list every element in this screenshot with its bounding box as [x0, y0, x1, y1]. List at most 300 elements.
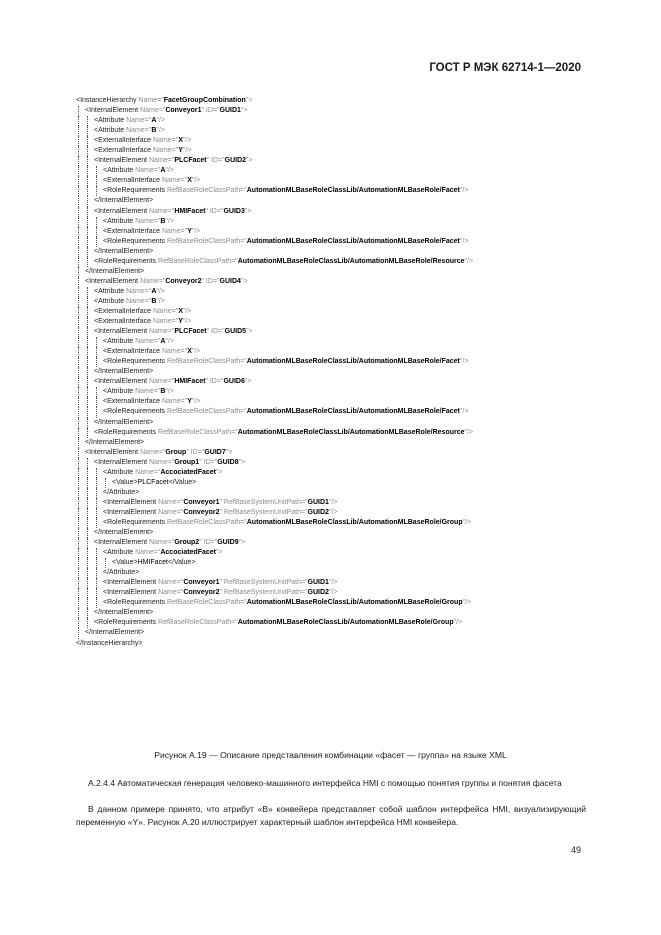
xml-token: <ExternalInterface	[103, 227, 162, 235]
indent-guide	[78, 588, 79, 598]
xml-token: <InternalElement	[85, 448, 141, 456]
xml-token: B	[160, 217, 166, 225]
figure-caption: Рисунок А.19 — Описание представления комбинации «фасет — группа» на языке XML	[154, 750, 507, 760]
xml-token: "/>	[453, 619, 463, 627]
xml-token: GUID2	[224, 157, 247, 165]
xml-token: ">	[225, 448, 233, 456]
xml-token: AutomationMLBaseRoleClassLib/AutomationMLBaseRole/Facet	[246, 408, 460, 416]
xml-token: ">	[238, 539, 246, 547]
xml-token: Name="	[126, 127, 152, 135]
xml-token: GUID1	[307, 579, 329, 587]
xml-token: "/>	[459, 408, 469, 416]
xml-line	[76, 618, 596, 628]
indent-guide	[87, 357, 88, 367]
indent-guide	[87, 608, 88, 618]
indent-guide	[96, 227, 97, 237]
xml-token: </InternalElement>	[85, 438, 145, 446]
indent-guide	[78, 217, 79, 227]
xml-token: RefBaseRoleClassPath="	[167, 518, 247, 526]
xml-token: <ExternalInterface	[94, 147, 153, 155]
indent-guide	[87, 598, 88, 608]
xml-token: " ID="	[201, 277, 220, 285]
xml-token: Group2	[174, 539, 200, 547]
xml-token: GUID4	[219, 277, 241, 285]
xml-token: FacetGroupCombination	[163, 97, 246, 104]
xml-token: AutomationMLBaseRoleClassLib/AutomationMLBaseRole/Group	[246, 518, 463, 526]
indent-guide	[78, 307, 79, 317]
xml-token: Name="	[126, 297, 152, 305]
xml-token: <InternalElement	[103, 579, 159, 587]
xml-token: <InstanceHierarchy	[76, 97, 139, 104]
indent-guide	[87, 247, 88, 257]
xml-token: AutomationMLBaseRoleClassLib/AutomationMLBaseRole/Resource	[237, 428, 465, 436]
xml-token: PLCFacet	[137, 478, 169, 486]
indent-guide	[96, 397, 97, 407]
indent-guide	[78, 257, 79, 267]
xml-token: A	[151, 117, 157, 125]
indent-guide	[78, 287, 79, 297]
indent-guide	[96, 186, 97, 196]
xml-line	[76, 528, 596, 538]
xml-line	[76, 397, 596, 407]
xml-token: A	[160, 167, 166, 175]
xml-token: "/>	[182, 318, 192, 326]
xml-token: </Value>	[168, 478, 197, 486]
indent-guide	[87, 227, 88, 237]
xml-token: </InternalElement>	[94, 529, 154, 537]
xml-token: HMIFacet	[174, 207, 206, 215]
xml-line	[76, 96, 596, 106]
xml-token: AutomationMLBaseRoleClassLib/AutomationMLBaseRole/Facet	[246, 358, 460, 366]
xml-token: "/>	[165, 338, 174, 346]
xml-token: <InternalElement	[103, 589, 159, 597]
xml-token: </InternalElement>	[94, 418, 154, 426]
xml-token: <Attribute	[103, 468, 136, 476]
indent-guide	[87, 146, 88, 156]
xml-token: </Value>	[167, 559, 196, 567]
xml-token: Name="	[149, 539, 175, 547]
xml-token: "/>	[156, 127, 165, 135]
xml-token: AutomationMLBaseRoleClassLib/AutomationMLBaseRole/Facet	[246, 187, 460, 195]
indent-guide	[78, 156, 79, 166]
xml-token: Name="	[135, 338, 161, 346]
xml-token: Y	[187, 398, 192, 406]
xml-token: "/>	[182, 147, 192, 155]
xml-token: <RoleRequirements	[103, 187, 168, 195]
xml-token: <RoleRequirements	[94, 257, 159, 265]
xml-token: " RefBaseSystemUnitPath="	[219, 589, 308, 597]
xml-token: </Attribute>	[103, 488, 140, 496]
xml-token: PLCFacet	[174, 157, 207, 165]
indent-guide	[78, 508, 79, 518]
xml-token: "/>	[191, 177, 201, 185]
xml-token: " ID="	[199, 539, 218, 547]
xml-token: Group1	[174, 458, 200, 466]
xml-line	[76, 588, 596, 598]
xml-token: Name="	[152, 147, 179, 155]
section-heading-paragraph: А.2.4.4 Автоматическая генерация человеко-машинного интерфейса HMI с помощью понятия группы и понятия фасета	[88, 778, 562, 788]
indent-guide	[78, 186, 79, 196]
xml-token: RefBaseRoleClassPath="	[167, 237, 247, 245]
indent-guide	[78, 146, 79, 156]
xml-line	[76, 277, 596, 287]
xml-token: Name="	[161, 227, 188, 235]
xml-line	[76, 558, 596, 568]
xml-line	[76, 538, 596, 548]
xml-token: " ID="	[186, 448, 205, 456]
xml-line	[76, 116, 596, 126]
xml-token: A	[160, 338, 166, 346]
xml-token: ">	[240, 107, 248, 115]
xml-token: X	[178, 137, 183, 145]
xml-token: <Attribute	[103, 549, 136, 557]
xml-line	[76, 438, 596, 448]
indent-guide	[87, 407, 88, 417]
indent-guide	[78, 498, 79, 508]
xml-token: "/>	[191, 227, 201, 235]
indent-guide	[87, 317, 88, 327]
indent-guide	[78, 407, 79, 417]
xml-line	[76, 387, 596, 397]
xml-line	[76, 628, 596, 638]
indent-guide	[78, 367, 79, 377]
indent-guide	[96, 217, 97, 227]
xml-line	[76, 327, 596, 337]
indent-guide	[87, 176, 88, 186]
indent-guide	[78, 397, 79, 407]
xml-token: Name="	[158, 589, 184, 597]
document-header: ГОСТ Р МЭК 62714-1—2020	[429, 62, 581, 74]
indent-guide	[87, 568, 88, 578]
xml-line	[76, 458, 596, 468]
indent-guide	[78, 327, 79, 337]
xml-token: GUID1	[307, 498, 329, 506]
xml-token: "/>	[328, 498, 338, 506]
xml-token: ">	[246, 157, 253, 165]
indent-guide	[96, 568, 97, 578]
indent-guide	[78, 247, 79, 257]
indent-guide	[87, 126, 88, 136]
indent-guide	[78, 548, 79, 558]
xml-token: <Attribute	[103, 338, 136, 346]
xml-line	[76, 367, 596, 377]
xml-token: Conveyor2	[165, 277, 202, 285]
xml-line	[76, 146, 596, 156]
xml-token: <Value>	[112, 478, 138, 486]
indent-guide	[87, 377, 88, 387]
xml-line	[76, 227, 596, 237]
xml-line	[76, 307, 596, 317]
xml-line	[76, 448, 596, 458]
xml-token: Name="	[135, 549, 161, 557]
indent-guide	[78, 237, 79, 247]
xml-token: " RefBaseSystemUnitPath="	[219, 579, 308, 587]
indent-guide	[78, 317, 79, 327]
xml-token: Name="	[140, 277, 166, 285]
indent-guide	[87, 478, 88, 488]
xml-token: "/>	[459, 237, 469, 245]
xml-line	[76, 508, 596, 518]
xml-token: <InternalElement	[94, 458, 150, 466]
xml-line	[76, 357, 596, 367]
xml-token: " ID="	[201, 107, 220, 115]
indent-guide	[78, 488, 79, 498]
xml-line	[76, 377, 596, 387]
xml-token: Name="	[149, 157, 175, 165]
xml-token: X	[187, 177, 192, 185]
xml-token: "/>	[328, 579, 338, 587]
xml-line	[76, 568, 596, 578]
xml-token: Name="	[158, 508, 184, 516]
xml-token: RefBaseRoleClassPath="	[158, 428, 238, 436]
xml-token: PLCFacet	[174, 328, 207, 336]
xml-token: <RoleRequirements	[94, 428, 159, 436]
xml-line	[76, 639, 596, 649]
xml-line	[76, 488, 596, 498]
xml-token: X	[187, 348, 192, 356]
indent-guide	[87, 387, 88, 397]
xml-token: <ExternalInterface	[103, 398, 162, 406]
xml-token: Name="	[158, 579, 184, 587]
indent-guide	[96, 498, 97, 508]
xml-line	[76, 468, 596, 478]
indent-guide	[78, 347, 79, 357]
xml-token: <Value>	[112, 559, 138, 567]
indent-guide	[87, 156, 88, 166]
indent-guide	[78, 438, 79, 448]
indent-guide	[78, 578, 79, 588]
indent-guide	[87, 116, 88, 126]
indent-guide	[96, 558, 97, 568]
xml-token: " RefBaseSystemUnitPath="	[219, 498, 308, 506]
xml-token: Name="	[135, 217, 161, 225]
indent-guide	[87, 186, 88, 196]
xml-token: Name="	[149, 458, 175, 466]
xml-token: </InternalElement>	[94, 197, 154, 205]
xml-line	[76, 608, 596, 618]
indent-guide	[78, 478, 79, 488]
xml-token: Y	[187, 227, 192, 235]
xml-token: " RefBaseSystemUnitPath="	[219, 508, 308, 516]
xml-token: <Attribute	[103, 388, 136, 396]
indent-guide	[87, 508, 88, 518]
xml-token: <ExternalInterface	[94, 137, 153, 145]
indent-guide	[87, 488, 88, 498]
xml-token: "/>	[462, 518, 472, 526]
indent-guide	[87, 297, 88, 307]
xml-token: Name="	[161, 348, 188, 356]
xml-token: </InternalElement>	[94, 368, 154, 376]
indent-guide	[96, 166, 97, 176]
xml-token: " ID="	[206, 157, 225, 165]
xml-line	[76, 317, 596, 327]
xml-token: Y	[178, 318, 183, 326]
xml-token: ">	[238, 458, 246, 466]
xml-token: Group	[165, 448, 187, 456]
indent-guide	[78, 568, 79, 578]
indent-guide	[87, 307, 88, 317]
xml-token: GUID9	[217, 539, 239, 547]
indent-guide	[96, 468, 97, 478]
xml-token: "/>	[191, 348, 201, 356]
indent-guide	[87, 347, 88, 357]
xml-token: ">	[246, 328, 253, 336]
xml-token: "/>	[182, 307, 192, 315]
xml-token: B	[151, 297, 157, 305]
xml-line	[76, 297, 596, 307]
indent-guide	[96, 176, 97, 186]
indent-guide	[87, 207, 88, 217]
xml-token: "/>	[156, 117, 165, 125]
xml-token: "/>	[459, 358, 469, 366]
xml-token: AccociatedFacet	[160, 468, 216, 476]
xml-token: GUID7	[204, 448, 226, 456]
xml-line	[76, 186, 596, 196]
xml-line	[76, 237, 596, 247]
xml-token: AccociatedFacet	[160, 549, 216, 557]
xml-token: GUID2	[307, 589, 329, 597]
xml-token: AutomationMLBaseRoleClassLib/AutomationMLBaseRole/Group	[237, 619, 454, 627]
indent-guide	[78, 558, 79, 568]
xml-token: "/>	[464, 257, 474, 265]
xml-token: <ExternalInterface	[94, 307, 153, 315]
indent-guide	[78, 277, 79, 287]
indent-guide	[87, 588, 88, 598]
indent-guide	[78, 207, 79, 217]
xml-token: <RoleRequirements	[103, 599, 168, 607]
xml-token: Name="	[126, 287, 152, 295]
indent-guide	[87, 217, 88, 227]
indent-guide	[87, 257, 88, 267]
xml-token: "/>	[165, 217, 174, 225]
xml-token: Name="	[135, 388, 161, 396]
indent-guide	[78, 267, 79, 277]
indent-guide	[78, 528, 79, 538]
indent-guide	[87, 558, 88, 568]
indent-guide	[87, 367, 88, 377]
indent-guide	[87, 538, 88, 548]
indent-guide	[96, 337, 97, 347]
indent-guide	[78, 468, 79, 478]
xml-token: Conveyor1	[183, 498, 220, 506]
indent-guide	[96, 598, 97, 608]
xml-token: <InternalElement	[85, 107, 141, 115]
xml-token: <InternalElement	[94, 328, 150, 336]
xml-line	[76, 156, 596, 166]
xml-line	[76, 518, 596, 528]
xml-token: Name="	[149, 378, 175, 386]
xml-line	[76, 598, 596, 608]
indent-guide	[96, 578, 97, 588]
indent-guide	[78, 126, 79, 136]
xml-line	[76, 126, 596, 136]
xml-line	[76, 267, 596, 277]
xml-token: Name="	[138, 97, 164, 104]
xml-listing	[76, 96, 596, 649]
xml-token: <InternalElement	[103, 498, 159, 506]
xml-line	[76, 196, 596, 206]
xml-token: RefBaseRoleClassPath="	[167, 358, 247, 366]
xml-token: <RoleRequirements	[103, 237, 168, 245]
xml-token: ">	[244, 378, 252, 386]
xml-token: "/>	[182, 137, 192, 145]
xml-token: Name="	[135, 468, 161, 476]
indent-guide	[78, 106, 79, 116]
xml-token: </InstanceHierarchy>	[76, 639, 143, 647]
indent-guide	[78, 176, 79, 186]
xml-token: <Attribute	[103, 217, 136, 225]
xml-line	[76, 257, 596, 267]
xml-token: "/>	[156, 287, 165, 295]
xml-token: "/>	[464, 428, 474, 436]
xml-token: </InternalElement>	[85, 267, 145, 275]
xml-token: <ExternalInterface	[103, 348, 162, 356]
xml-token: </Attribute>	[103, 569, 140, 577]
xml-token: <InternalElement	[85, 277, 141, 285]
indent-guide	[105, 478, 106, 488]
indent-guide	[78, 116, 79, 126]
indent-guide	[78, 538, 79, 548]
xml-token: Name="	[161, 177, 188, 185]
xml-token: GUID6	[223, 378, 245, 386]
page-number: 49	[570, 845, 581, 855]
indent-guide	[78, 628, 79, 638]
xml-token: </InternalElement>	[85, 629, 145, 637]
indent-guide	[87, 548, 88, 558]
xml-token: " ID="	[205, 378, 224, 386]
xml-token: </InternalElement>	[94, 609, 154, 617]
xml-line	[76, 418, 596, 428]
xml-token: "/>	[191, 398, 201, 406]
indent-guide	[87, 287, 88, 297]
xml-token: "/>	[328, 589, 338, 597]
indent-guide	[87, 498, 88, 508]
xml-token: </InternalElement>	[94, 247, 154, 255]
xml-token: X	[178, 307, 183, 315]
xml-token: <Attribute	[94, 117, 127, 125]
indent-guide	[87, 528, 88, 538]
xml-token: <ExternalInterface	[103, 177, 162, 185]
xml-token: B	[151, 127, 157, 135]
xml-line	[76, 548, 596, 558]
indent-guide	[87, 237, 88, 247]
xml-token: <InternalElement	[103, 508, 159, 516]
xml-token: <InternalElement	[94, 157, 150, 165]
xml-token: RefBaseRoleClassPath="	[158, 257, 238, 265]
indent-guide	[87, 166, 88, 176]
indent-guide	[87, 458, 88, 468]
xml-token: A	[151, 287, 157, 295]
xml-line	[76, 247, 596, 257]
xml-token: GUID1	[219, 107, 241, 115]
indent-guide	[87, 468, 88, 478]
xml-token: Y	[178, 147, 183, 155]
indent-guide	[87, 337, 88, 347]
indent-guide	[78, 428, 79, 438]
xml-token: <InternalElement	[94, 539, 150, 547]
xml-token: Name="	[135, 167, 161, 175]
xml-token: ">	[244, 207, 252, 215]
indent-guide	[87, 578, 88, 588]
xml-token: Conveyor2	[183, 589, 220, 597]
xml-token: " ID="	[199, 458, 218, 466]
xml-token: "/>	[459, 187, 469, 195]
xml-token: <Attribute	[94, 297, 127, 305]
indent-guide	[78, 518, 79, 528]
xml-line	[76, 337, 596, 347]
xml-token: <RoleRequirements	[94, 619, 159, 627]
xml-token: ">	[216, 468, 223, 476]
